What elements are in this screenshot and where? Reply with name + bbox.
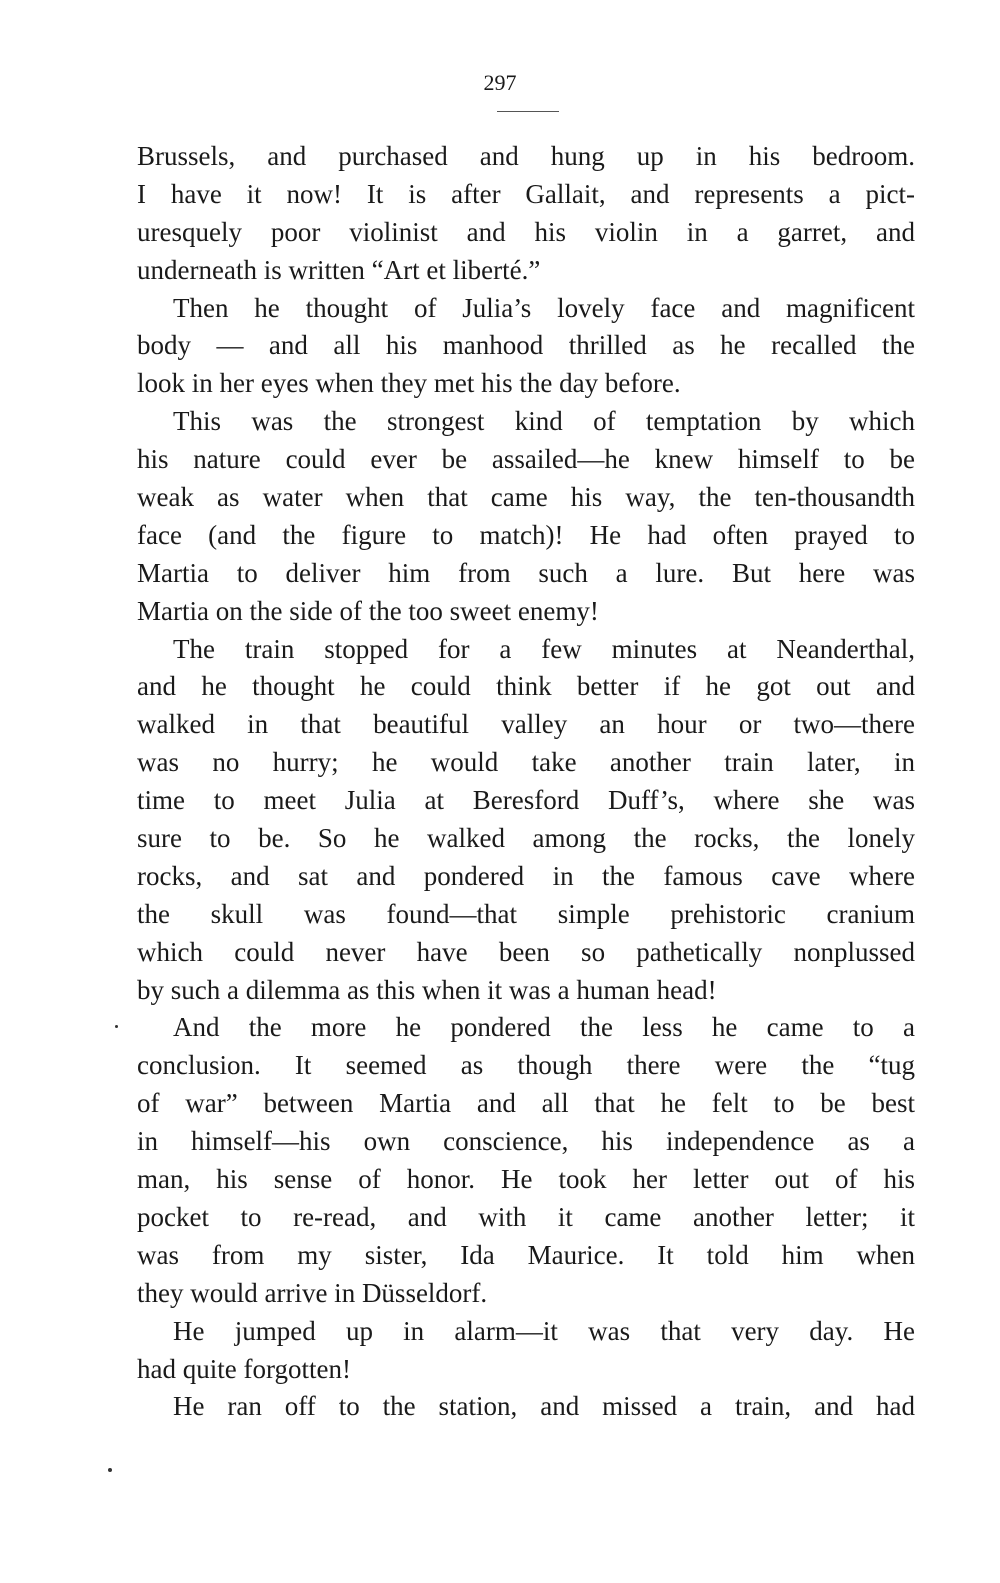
paragraph xyxy=(137,1388,915,1426)
text-line: was from my sister, Ida Maurice. It told him when xyxy=(137,1239,915,1270)
text-line: in himself—his own conscience, his independence as a xyxy=(137,1126,915,1157)
text-line: they would arrive in Düsseldorf. xyxy=(137,1277,488,1308)
text-line: time to meet Julia at Beresford Duff’s, where she was xyxy=(137,785,915,816)
text-line: pocket to re-read, and with it came another letter; it xyxy=(137,1201,915,1232)
paragraph xyxy=(137,631,915,1010)
text-line: Brussels, and purchased and hung up in his bedroom. xyxy=(137,141,915,171)
text-line: was no hurry; he would take another train later, in xyxy=(137,747,915,778)
text-line: the skull was found—that simple prehistoric cranium xyxy=(137,898,915,929)
text-line: Martia on the side of the too sweet enemy! xyxy=(137,595,599,626)
text-line: face (and the figure to match)! He had often prayed to xyxy=(137,519,915,550)
text-line: had quite forgotten! xyxy=(137,1353,351,1384)
text-line: conclusion. It seemed as though there were the “tug xyxy=(137,1050,915,1081)
body-text xyxy=(137,138,915,1426)
text-line: He ran off to the station, and missed a train, and had xyxy=(173,1391,915,1422)
header-rule xyxy=(497,111,559,112)
scan-speck xyxy=(115,1025,118,1028)
text-line: walked in that beautiful valley an hour or two—there xyxy=(137,709,915,740)
scan-speck xyxy=(108,1468,112,1472)
text-line: look in her eyes when they met his the day before. xyxy=(137,368,681,399)
text-line: uresquely poor violinist and his violin in a garret, and xyxy=(137,216,915,247)
paragraph xyxy=(137,1313,915,1389)
paragraph xyxy=(137,138,915,290)
text-line: his nature could ever be assailed—he knew himself to be xyxy=(137,444,915,475)
text-line: weak as water when that came his way, the ten-thousandth xyxy=(137,482,915,513)
text-line: rocks, and sat and pondered in the famous cave where xyxy=(137,860,915,891)
text-line: And the more he pondered the less he came to a xyxy=(173,1012,915,1043)
text-line: Then he thought of Julia’s lovely face and magnificent xyxy=(173,292,915,323)
page-number: 297 xyxy=(483,70,517,95)
text-line: body — and all his manhood thrilled as he recalled the xyxy=(137,330,915,361)
text-line: of war” between Martia and all that he felt to be best xyxy=(137,1088,915,1119)
text-line: Martia to deliver him from such a lure. But here was xyxy=(137,557,915,588)
text-line: This was the strongest kind of temptation by which xyxy=(173,406,915,437)
text-line: by such a dilemma as this when it was a human head! xyxy=(137,974,717,1005)
paragraph xyxy=(137,403,915,630)
text-line: man, his sense of honor. He took her letter out of his xyxy=(137,1164,915,1195)
text-line: which could never have been so pathetically nonplussed xyxy=(137,936,915,967)
text-line: The train stopped for a few minutes at Neanderthal, xyxy=(173,633,915,664)
text-line: underneath is written “Art et liberté.” xyxy=(137,254,541,285)
paragraph xyxy=(137,290,915,404)
text-line: He jumped up in alarm—it was that very day. He xyxy=(173,1315,915,1346)
paragraph xyxy=(137,1009,915,1312)
text-line: and he thought he could think better if he got out and xyxy=(137,671,915,702)
text-line: sure to be. So he walked among the rocks, the lonely xyxy=(137,823,915,854)
text-line: I have it now! It is after Gallait, and represents a pict- xyxy=(137,178,915,209)
